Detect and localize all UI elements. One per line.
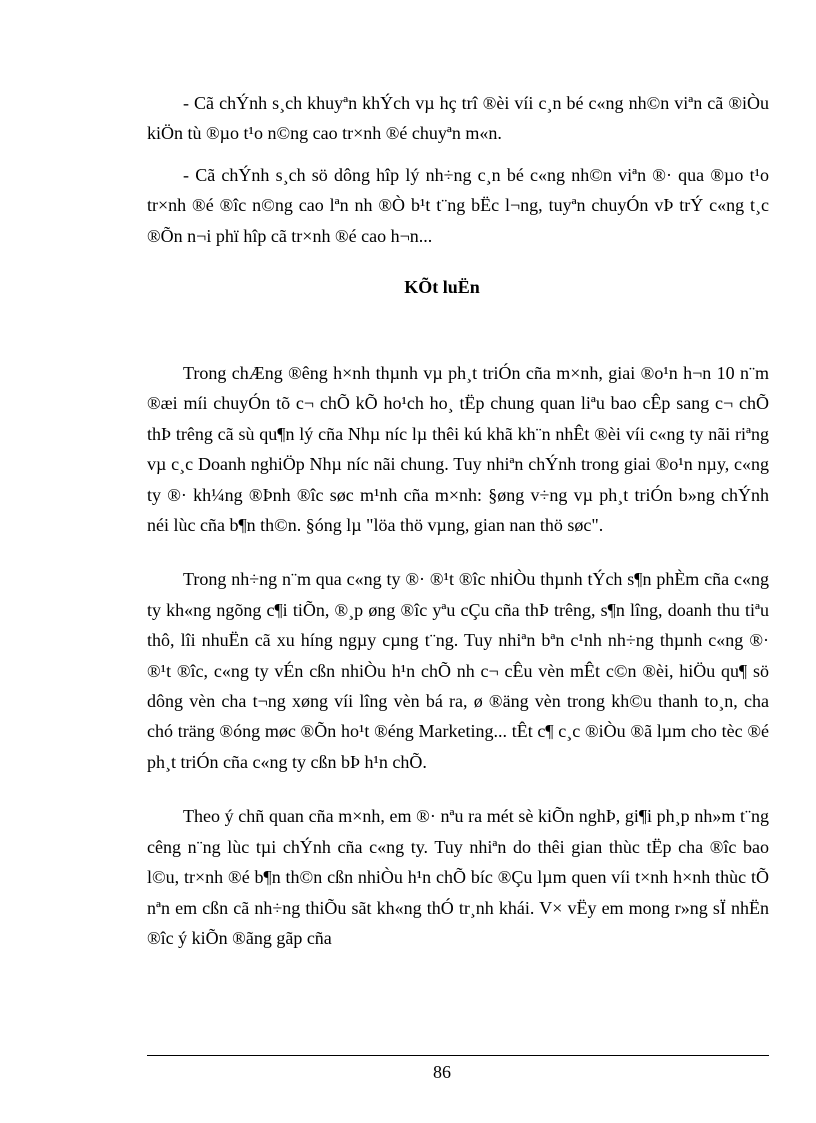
footer-divider [147, 1055, 769, 1056]
page-number: 86 [433, 1062, 451, 1082]
paragraph-recommendations: Theo ý chñ quan cña m×nh, em ®· nªu ra mét sè kiÕn nghÞ, gi¶i ph¸p nh»m t¨ng cêng n¨ng lùc tµi chÝnh cña c«ng ty. Tuy nhiªn do thêi gian thùc tËp cha ®îc bao l©u, tr×nh ®é b¶n th©n cßn nhiÒu h¹n chÕ bíc ®Çu lµm quen víi t×nh h×nh thùc tÕ nªn em cßn cã nh÷ng thiÕu sãt kh«ng thÓ tr¸nh khái. V× vËy em mong r»ng sÏ nhËn ®îc ý kiÕn ®ãng gãp cña [147, 806, 769, 948]
section-heading-conclusion: KÕt luËn [404, 277, 480, 297]
conclusion-body [147, 358, 769, 953]
top-section [147, 88, 769, 251]
paragraph-training-support: - Cã chÝnh s¸ch khuyªn khÝch vµ hç trî ®èi víi c¸n bé c«ng nh©n viªn cã ®iÒu kiÖn tù ®µo t¹o n©ng cao tr×nh ®é chuyªn m«n. [147, 93, 769, 144]
paragraph-development-history: Trong chÆng ®êng h×nh thµnh vµ ph¸t triÓn cña m×nh, giai ®o¹n h¬n 10 n¨m ®æi míi chuyÓn tõ c¬ chÕ kÕ ho¹ch ho¸ tËp chung quan liªu bao cÊp sang c¬ chÕ thÞ trêng cã sù qu¶n lý cña Nhµ níc lµ thêi kú khã kh¨n nhÊt ®èi víi c«ng ty nãi riªng vµ c¸c Doanh nghiÖp Nhµ níc nãi chung. Tuy nhiªn chÝnh trong giai ®o¹n nµy, c«ng ty ®· kh¼ng ®Þnh ®îc søc m¹nh cña m×nh: §øng v÷ng vµ ph¸t triÓn b»ng chÝnh néi lùc cña b¶n th©n. §óng lµ "löa thö vµng, gian nan thö søc". [147, 363, 769, 536]
paragraph-staff-policy: - Cã chÝnh s¸ch sö dông hîp lý nh÷ng c¸n bé c«ng nh©n viªn ®· qua ®µo t¹o tr×nh ®é ®îc n©ng cao lªn nh ®Ò b¹t t¨ng bËc l¬ng, tuyªn chuyÓn vÞ trÝ c«ng t¸c ®Õn n¬i phï hîp cã tr×nh ®é cao h¬n... [147, 164, 769, 246]
paragraph-achievements-limitations: Trong nh÷ng n¨m qua c«ng ty ®· ®¹t ®îc nhiÒu thµnh tÝch s¶n phÈm cña c«ng ty kh«ng ngõng c¶i tiÕn, ®¸p øng ®îc yªu cÇu cña thÞ trêng, s¶n lîng, doanh thu tiªu thô, lîi nhuËn cã xu híng ngµy cµng t¨ng. Tuy nhiªn bªn c¹nh nh÷ng thµnh c«ng ®· ®¹t ®îc, c«ng ty vÉn cßn nhiÒu h¹n chÕ nh c¬ cÊu vèn mÊt c©n ®èi, hiÖu qu¶ sö dông vèn cha t¬ng xøng víi lîng vèn bá ra, ø ®äng vèn trong kh©u thanh to¸n, cha chó träng ®óng møc ®Õn ho¹t ®éng Marketing... tÊt c¶ c¸c ®iÒu ®ã lµm cho tèc ®é ph¸t triÓn cña c«ng ty cßn bÞ h¹n chÕ. [147, 569, 769, 772]
